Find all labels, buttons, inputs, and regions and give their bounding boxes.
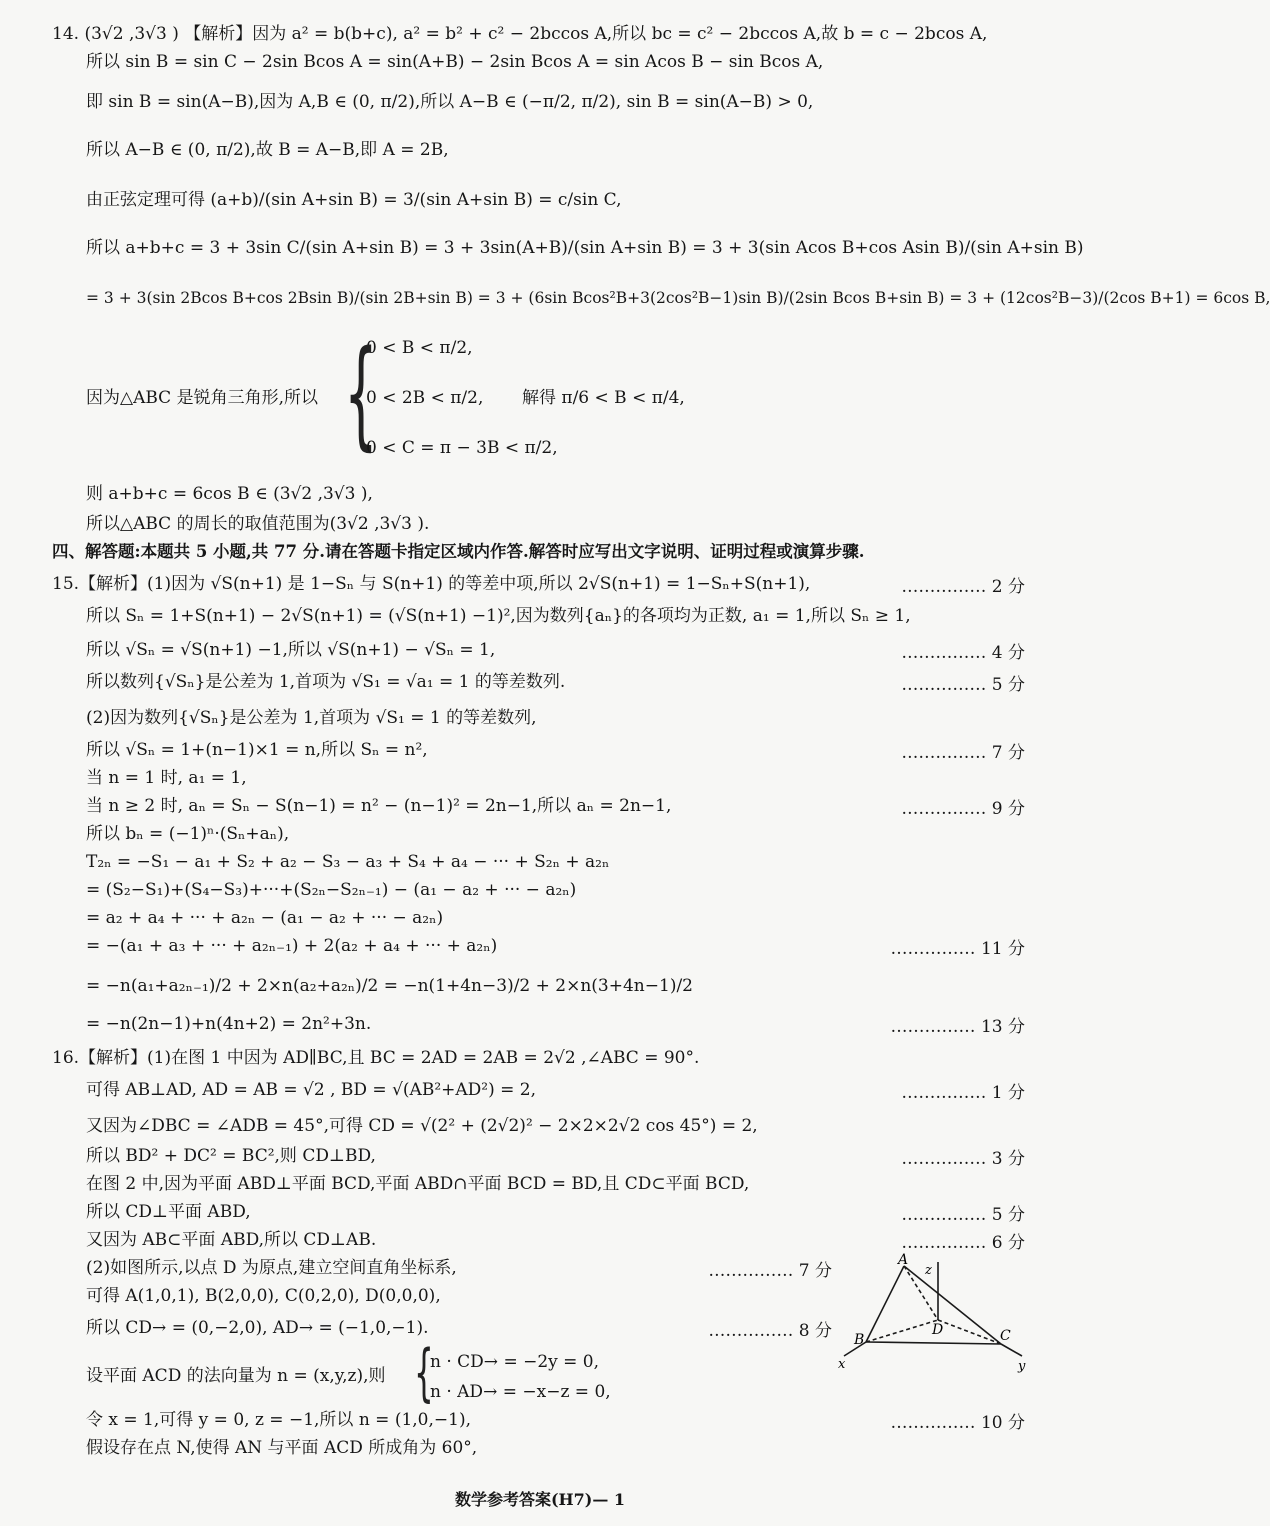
label-a: A bbox=[898, 1252, 909, 1268]
q15-line-12: = a₂ + a₄ + ··· + a₂ₙ − (a₁ − a₂ + ··· − a₂ₙ) bbox=[86, 908, 444, 928]
edge-cd bbox=[938, 1320, 1001, 1344]
q15-line-3: 所以 √Sₙ = √S(n+1) −1,所以 √S(n+1) − √Sₙ = 1, bbox=[86, 640, 496, 660]
q14-line-4: 所以 A−B ∈ (0, π/2),故 B = A−B,即 A = 2B, bbox=[86, 140, 449, 160]
edge-ac bbox=[904, 1266, 1001, 1344]
q15-score-13: …………… 11 分 bbox=[890, 939, 1025, 959]
edge-ad bbox=[904, 1266, 938, 1320]
q16-line-11-label: 设平面 ACD 的法向量为 n = (x,y,z),则 bbox=[86, 1366, 386, 1386]
q16-line-7: 又因为 AB⊂平面 ABD,所以 CD⊥AB. bbox=[86, 1230, 377, 1250]
q15-line-13: = −(a₁ + a₃ + ··· + a₂ₙ₋₁) + 2(a₂ + a₄ + ··· + a₂ₙ) bbox=[86, 936, 498, 956]
q15-score-15: …………… 13 分 bbox=[890, 1017, 1025, 1037]
q14-line-8: 则 a+b+c = 6cos B ∈ (3√2 ,3√3 ), bbox=[86, 484, 373, 504]
q14-line-2: 所以 sin B = sin C − 2sin Bcos A = sin(A+B) − 2sin Bcos A = sin Acos B − sin Bcos A, bbox=[86, 52, 824, 72]
q16-line-9: 可得 A(1,0,1), B(2,0,0), C(0,2,0), D(0,0,0), bbox=[86, 1286, 441, 1306]
q16-line-13: 假设存在点 N,使得 AN 与平面 ACD 所成角为 60°, bbox=[86, 1438, 478, 1458]
q15-line-6: 所以 √Sₙ = 1+(n−1)×1 = n,所以 Sₙ = n², bbox=[86, 740, 428, 760]
q14-line-6: 所以 a+b+c = 3 + 3sin C/(sin A+sin B) = 3 + 3sin(A+B)/(sin A+sin B) = 3 + 3(sin Acos B+cos Asin B)/(sin A+sin B) bbox=[86, 238, 1084, 258]
q16-line-10: 所以 CD→ = (0,−2,0), AD→ = (−1,0,−1). bbox=[86, 1318, 429, 1338]
label-c: C bbox=[1000, 1328, 1011, 1344]
label-z: z bbox=[925, 1263, 932, 1278]
q14-case-label: 因为△ABC 是锐角三角形,所以 bbox=[86, 388, 318, 408]
q16-line-8: (2)如图所示,以点 D 为原点,建立空间直角坐标系, bbox=[86, 1258, 457, 1278]
q15-score-4: …………… 5 分 bbox=[901, 675, 1025, 695]
q15-score-3: …………… 4 分 bbox=[901, 643, 1025, 663]
q15-line-11: = (S₂−S₁)+(S₄−S₃)+···+(S₂ₙ−S₂ₙ₋₁) − (a₁ − a₂ + ··· − a₂ₙ) bbox=[86, 880, 577, 900]
q14-line-5: 由正弦定理可得 (a+b)/(sin A+sin B) = 3/(sin A+sin B) = c/sin C, bbox=[86, 190, 622, 210]
q15-line-10: T₂ₙ = −S₁ − a₁ + S₂ + a₂ − S₃ − a₃ + S₄ + a₄ − ··· + S₂ₙ + a₂ₙ bbox=[86, 852, 610, 872]
q16-line-12: 令 x = 1,可得 y = 0, z = −1,所以 n = (1,0,−1), bbox=[86, 1410, 471, 1430]
q14-line-3: 即 sin B = sin(A−B),因为 A,B ∈ (0, π/2),所以 A−B ∈ (−π/2, π/2), sin B = sin(A−B) > 0, bbox=[86, 92, 814, 112]
q16-system-eq-2: n · AD→ = −x−z = 0, bbox=[430, 1382, 611, 1402]
q16-line-2: 可得 AB⊥AD, AD = AB = √2 , BD = √(AB²+AD²) = 2, bbox=[86, 1080, 537, 1100]
edge-bc bbox=[866, 1342, 1001, 1344]
q15-line-8: 当 n ≥ 2 时, aₙ = Sₙ − S(n−1) = n² − (n−1)² = 2n−1,所以 aₙ = 2n−1, bbox=[86, 796, 672, 816]
system-brace: { bbox=[414, 1336, 434, 1409]
q16-score-7: …………… 6 分 bbox=[901, 1233, 1025, 1253]
q16-score-8: …………… 7 分 bbox=[708, 1261, 832, 1281]
coordinate-figure bbox=[836, 1252, 1036, 1382]
label-y: y bbox=[1018, 1359, 1026, 1374]
q16-line-6: 所以 CD⊥平面 ABD, bbox=[86, 1202, 251, 1222]
edge-bd bbox=[866, 1320, 938, 1342]
label-x: x bbox=[838, 1357, 846, 1372]
q15-line-14: = −n(a₁+a₂ₙ₋₁)/2 + 2×n(a₂+a₂ₙ)/2 = −n(1+4n−3)/2 + 2×n(3+4n−1)/2 bbox=[86, 976, 693, 996]
page-footer: 数学参考答案(H7)— 1 bbox=[454, 1490, 626, 1509]
case-brace: { bbox=[344, 324, 378, 462]
q15-line-7: 当 n = 1 时, a₁ = 1, bbox=[86, 768, 247, 788]
edge-ab bbox=[866, 1266, 904, 1342]
q16-line-3: 又因为∠DBC = ∠ADB = 45°,可得 CD = √(2² + (2√2)² − 2×2×2√2 cos 45°) = 2, bbox=[86, 1116, 758, 1136]
q14-line-7: = 3 + 3(sin 2Bcos B+cos 2Bsin B)/(sin 2B+sin B) = 3 + (6sin Bcos²B+3(2cos²B−1)sin B)/(2sin Bcos B+sin B) = 3 + (12cos²B−3)/(2cos B+1) = 6cos B, bbox=[86, 289, 1270, 307]
q15-line-1: 15.【解析】(1)因为 √S(n+1) 是 1−Sₙ 与 S(n+1) 的等差中项,所以 2√S(n+1) = 1−Sₙ+S(n+1), bbox=[52, 574, 811, 594]
q16-line-4: 所以 BD² + DC² = BC²,则 CD⊥BD, bbox=[86, 1146, 376, 1166]
q15-line-4: 所以数列{√Sₙ}是公差为 1,首项为 √S₁ = √a₁ = 1 的等差数列. bbox=[86, 672, 566, 692]
q15-score-1: …………… 2 分 bbox=[901, 577, 1025, 597]
q15-score-6: …………… 7 分 bbox=[901, 743, 1025, 763]
q16-line-5: 在图 2 中,因为平面 ABD⊥平面 BCD,平面 ABD∩平面 BCD = BD,且 CD⊂平面 BCD, bbox=[86, 1174, 750, 1194]
q15-score-8: …………… 9 分 bbox=[901, 799, 1025, 819]
q14-case-1: 0 < B < π/2, bbox=[366, 338, 473, 358]
q14-case-solution: 解得 π/6 < B < π/4, bbox=[522, 388, 685, 408]
q14-case-2: 0 < 2B < π/2, bbox=[366, 388, 484, 408]
q16-score-6: …………… 5 分 bbox=[901, 1205, 1025, 1225]
q16-score-10: …………… 8 分 bbox=[708, 1321, 832, 1341]
q14-line-9: 所以△ABC 的周长的取值范围为(3√2 ,3√3 ). bbox=[86, 514, 430, 534]
q15-line-15: = −n(2n−1)+n(4n+2) = 2n²+3n. bbox=[86, 1014, 372, 1034]
q16-score-4: …………… 3 分 bbox=[901, 1149, 1025, 1169]
q16-system-eq-1: n · CD→ = −2y = 0, bbox=[430, 1352, 600, 1372]
q16-score-2: …………… 1 分 bbox=[901, 1083, 1025, 1103]
q15-line-5: (2)因为数列{√Sₙ}是公差为 1,首项为 √S₁ = 1 的等差数列, bbox=[86, 708, 537, 728]
label-b: B bbox=[854, 1332, 865, 1348]
q15-line-9: 所以 bₙ = (−1)ⁿ·(Sₙ+aₙ), bbox=[86, 824, 290, 844]
label-d: D bbox=[932, 1322, 944, 1338]
q15-line-2: 所以 Sₙ = 1+S(n+1) − 2√S(n+1) = (√S(n+1) −1)²,因为数列{aₙ}的各项均为正数, a₁ = 1,所以 Sₙ ≥ 1, bbox=[86, 606, 911, 626]
q16-line-1: 16.【解析】(1)在图 1 中因为 AD∥BC,且 BC = 2AD = 2AB = 2√2 ,∠ABC = 90°. bbox=[52, 1048, 700, 1068]
y-axis bbox=[1001, 1344, 1022, 1356]
q14-line-1: 14. (3√2 ,3√3 ) 【解析】因为 a² = b(b+c), a² = b² + c² − 2bccos A,所以 bc = c² − 2bccos A,故 b = c − 2bcos A, bbox=[52, 24, 988, 44]
q16-score-12: …………… 10 分 bbox=[890, 1413, 1025, 1433]
q14-case-3: 0 < C = π − 3B < π/2, bbox=[366, 438, 558, 458]
section-4-heading: 四、解答题:本题共 5 小题,共 77 分.请在答题卡指定区域内作答.解答时应写出文字说明、证明过程或演算步骤. bbox=[52, 542, 865, 561]
